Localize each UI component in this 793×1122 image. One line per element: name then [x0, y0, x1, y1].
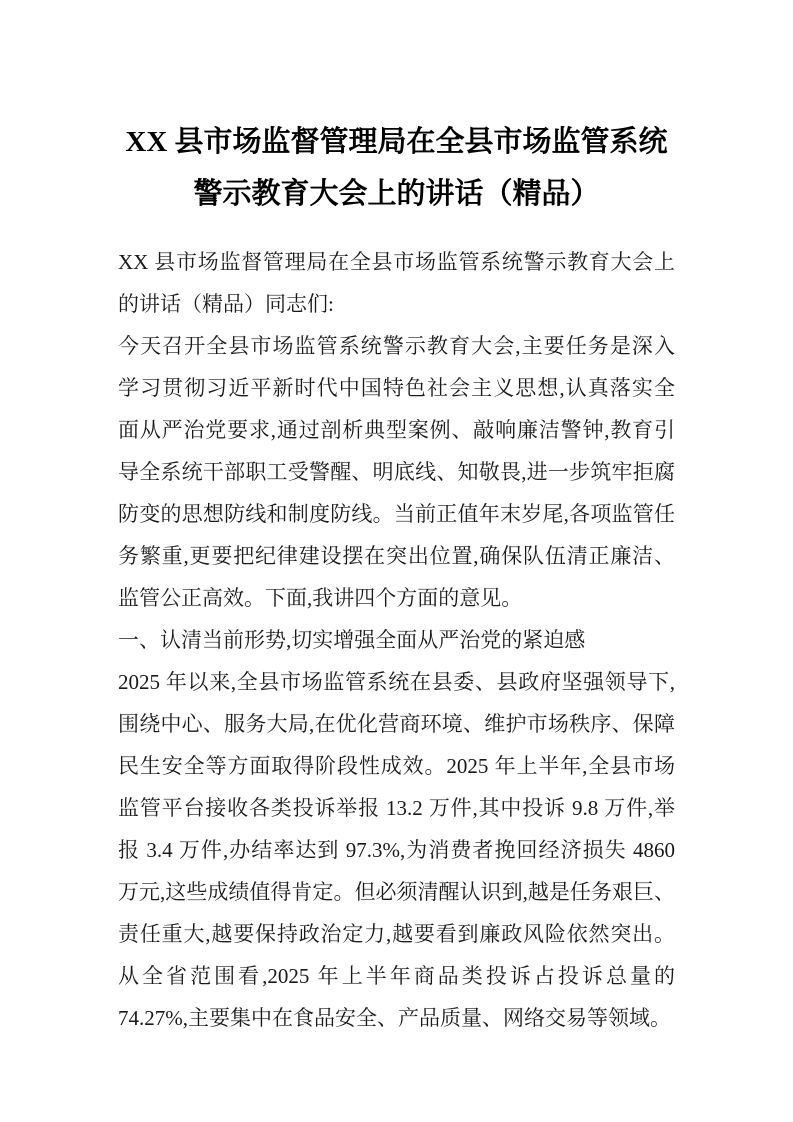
body-line: 围绕中心、服务大局,在优化营商环境、维护市场秩序、保障 [118, 712, 675, 736]
body-line: 的讲话（精品）同志们: [118, 292, 334, 316]
document-body [118, 241, 675, 1039]
section-heading: 一、认清当前形势,切实增强全面从严治党的紧迫感 [118, 628, 586, 652]
body-line: 防变的思想防线和制度防线。当前正值年末岁尾,各项监管任 [118, 502, 675, 526]
body-line: 学习贯彻习近平新时代中国特色社会主义思想,认真落实全 [118, 376, 675, 400]
document-title [0, 0, 793, 220]
body-line: 今天召开全县市场监管系统警示教育大会,主要任务是深入 [118, 334, 675, 358]
body-line: 监管平台接收各类投诉举报 13.2 万件,其中投诉 9.8 万件,举 [118, 796, 675, 820]
body-line: 74.27%,主要集中在食品安全、产品质量、网络交易等领域。 [118, 1006, 671, 1030]
body-line: 报 3.4 万件,办结率达到 97.3%,为消费者挽回经济损失 4860 [118, 838, 675, 862]
body-line: 责任重大,越要保持政治定力,越要看到廉政风险依然突出。 [118, 922, 675, 946]
body-line: 监管公正高效。下面,我讲四个方面的意见。 [118, 586, 523, 610]
title-line-1: XX 县市场监督管理局在全县市场监管系统 [125, 126, 668, 158]
body-line: 2025 年以来,全县市场监管系统在县委、县政府坚强领导下, [118, 670, 675, 694]
body-line: XX 县市场监督管理局在全县市场监管系统警示教育大会上 [118, 250, 675, 274]
body-line: 面从严治党要求,通过剖析典型案例、敲响廉洁警钟,教育引 [118, 418, 675, 442]
body-line: 民生安全等方面取得阶段性成效。2025 年上半年,全县市场 [118, 754, 675, 778]
body-line: 万元,这些成绩值得肯定。但必须清醒认识到,越是任务艰巨、 [118, 880, 675, 904]
body-line: 从全省范围看,2025 年上半年商品类投诉占投诉总量的 [118, 964, 675, 988]
body-line: 务繁重,更要把纪律建设摆在突出位置,确保队伍清正廉洁、 [118, 544, 675, 568]
body-line: 导全系统干部职工受警醒、明底线、知敬畏,进一步筑牢拒腐 [118, 460, 675, 484]
title-line-2: 警示教育大会上的讲话（精品） [193, 178, 600, 210]
